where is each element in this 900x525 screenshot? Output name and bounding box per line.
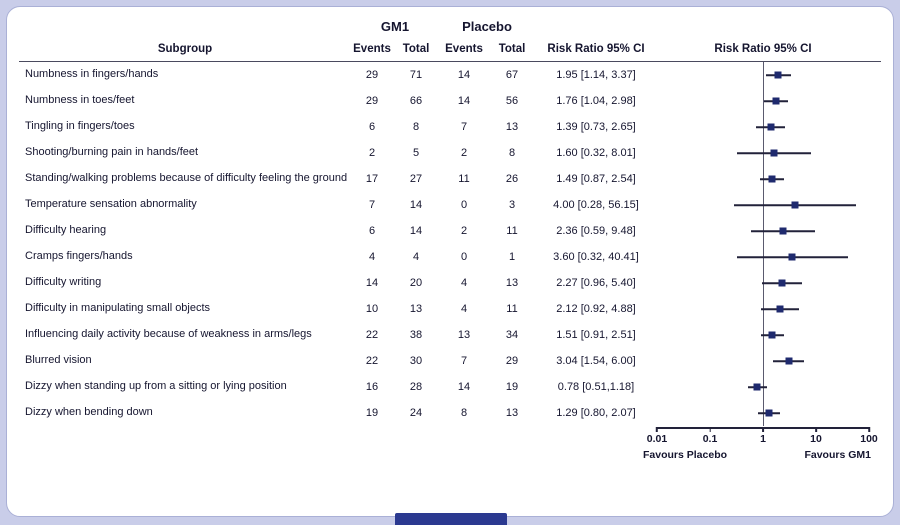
col-header-gm1-events: Events bbox=[353, 43, 391, 55]
table-row bbox=[19, 322, 881, 348]
plot-cell bbox=[657, 270, 869, 296]
plot-cell bbox=[657, 166, 869, 192]
placebo-events-value: 7 bbox=[460, 355, 468, 367]
col-header-placebo-total: Total bbox=[498, 43, 526, 55]
point-marker bbox=[789, 254, 796, 261]
risk-ratio-text-value: 1.60 [0.32, 8.01] bbox=[556, 147, 636, 159]
axis-tick-label: 1 bbox=[760, 433, 766, 445]
risk-ratio-text-value: 3.04 [1.54, 6.00] bbox=[556, 355, 636, 367]
x-axis bbox=[643, 427, 878, 475]
placebo-total-value: 13 bbox=[505, 277, 519, 289]
risk-ratio-text-value: 2.36 [0.59, 9.48] bbox=[556, 225, 636, 237]
placebo-events-value: 14 bbox=[457, 69, 471, 81]
risk-ratio-text-value: 2.12 [0.92, 4.88] bbox=[556, 303, 636, 315]
gm1-events-value: 10 bbox=[365, 303, 379, 315]
risk-ratio-text-value: 1.95 [1.14, 3.37] bbox=[556, 69, 636, 81]
table-row bbox=[19, 296, 881, 322]
axis-tick bbox=[860, 427, 878, 445]
placebo-total-value: 8 bbox=[508, 147, 516, 159]
gm1-total-value: 14 bbox=[409, 199, 423, 211]
table-row bbox=[19, 244, 881, 270]
table-row bbox=[19, 400, 881, 426]
plot-cell bbox=[657, 244, 869, 270]
placebo-events-value: 13 bbox=[457, 329, 471, 341]
gm1-events-value: 6 bbox=[368, 121, 376, 133]
col-header-subgroup: Subgroup bbox=[157, 43, 213, 55]
reference-line bbox=[763, 348, 764, 374]
point-marker bbox=[765, 410, 772, 417]
placebo-events-value: 4 bbox=[460, 277, 468, 289]
subgroup-label: Difficulty hearing bbox=[25, 224, 107, 237]
axis-tick-mark bbox=[656, 427, 658, 432]
point-marker bbox=[770, 150, 777, 157]
gm1-total-value: 27 bbox=[409, 173, 423, 185]
risk-ratio-text-value: 0.78 [0.51,1.18] bbox=[557, 381, 635, 393]
table-row bbox=[19, 218, 881, 244]
placebo-total-value: 11 bbox=[506, 303, 518, 315]
point-marker bbox=[769, 332, 776, 339]
reference-line bbox=[763, 62, 764, 88]
placebo-events-value: 4 bbox=[460, 303, 468, 315]
risk-ratio-text-value: 3.60 [0.32, 40.41] bbox=[553, 251, 639, 263]
gm1-events-value: 29 bbox=[365, 69, 379, 81]
risk-ratio-text-value: 1.76 [1.04, 2.98] bbox=[556, 95, 636, 107]
point-marker bbox=[754, 384, 761, 391]
gm1-total-value: 20 bbox=[409, 277, 423, 289]
gm1-total-value: 14 bbox=[409, 225, 423, 237]
placebo-events-value: 14 bbox=[457, 381, 471, 393]
group-header-gm1: GM1 bbox=[380, 18, 410, 34]
col-header-gm1-total: Total bbox=[402, 43, 430, 55]
axis-tick-label: 0.1 bbox=[702, 433, 718, 445]
subgroup-label: Difficulty in manipulating small objects bbox=[25, 302, 211, 315]
point-marker bbox=[767, 124, 774, 131]
gm1-total-value: 66 bbox=[409, 95, 423, 107]
placebo-total-value: 1 bbox=[508, 251, 516, 263]
risk-ratio-text-value: 2.27 [0.96, 5.40] bbox=[556, 277, 636, 289]
table-row bbox=[19, 192, 881, 218]
risk-ratio-text-value: 1.29 [0.80, 2.07] bbox=[556, 407, 636, 419]
plot-cell bbox=[657, 62, 869, 88]
plot-cell bbox=[657, 140, 869, 166]
table-row bbox=[19, 270, 881, 296]
gm1-total-value: 5 bbox=[412, 147, 420, 159]
favours-placebo-label: Favours Placebo bbox=[643, 449, 728, 461]
placebo-events-value: 0 bbox=[460, 251, 468, 263]
gm1-events-value: 29 bbox=[365, 95, 379, 107]
point-marker bbox=[775, 72, 782, 79]
gm1-events-value: 19 bbox=[365, 407, 379, 419]
axis-tick bbox=[647, 427, 667, 445]
col-header-placebo-events: Events bbox=[445, 43, 483, 55]
axis-tick-mark bbox=[815, 427, 817, 432]
axis-tick-label: 0.01 bbox=[646, 433, 668, 445]
subgroup-label: Numbness in fingers/hands bbox=[25, 68, 159, 81]
axis-tick-mark bbox=[762, 427, 764, 432]
plot-cell bbox=[657, 88, 869, 114]
placebo-total-value: 3 bbox=[508, 199, 516, 211]
subgroup-label: Influencing daily activity because of weakness in arms/legs bbox=[25, 328, 312, 341]
group-header-placebo: Placebo bbox=[462, 18, 512, 34]
table-row bbox=[19, 88, 881, 114]
plot-cell bbox=[657, 322, 869, 348]
placebo-events-value: 14 bbox=[457, 95, 471, 107]
gm1-total-value: 28 bbox=[409, 381, 423, 393]
forest-rows bbox=[19, 62, 881, 426]
placebo-events-value: 0 bbox=[460, 199, 468, 211]
subgroup-label: Difficulty writing bbox=[25, 276, 102, 289]
plot-cell bbox=[657, 296, 869, 322]
placebo-total-value: 13 bbox=[505, 121, 519, 133]
gm1-events-value: 2 bbox=[368, 147, 376, 159]
subgroup-label: Temperature sensation abnormality bbox=[25, 198, 197, 211]
placebo-total-value: 56 bbox=[505, 95, 519, 107]
risk-ratio-text-value: 4.00 [0.28, 56.15] bbox=[553, 199, 639, 211]
point-marker bbox=[785, 358, 792, 365]
subgroup-label: Dizzy when standing up from a sitting or lying position bbox=[25, 380, 287, 393]
axis-tick-label: 10 bbox=[810, 433, 822, 445]
gm1-events-value: 14 bbox=[365, 277, 379, 289]
placebo-events-value: 7 bbox=[460, 121, 468, 133]
table-row bbox=[19, 140, 881, 166]
subgroup-label: Blurred vision bbox=[25, 354, 92, 367]
placebo-total-value: 34 bbox=[505, 329, 519, 341]
point-marker bbox=[773, 98, 780, 105]
gm1-total-value: 30 bbox=[409, 355, 423, 367]
point-marker bbox=[769, 176, 776, 183]
point-marker bbox=[791, 202, 798, 209]
placebo-total-value: 19 bbox=[505, 381, 519, 393]
plot-cell bbox=[657, 400, 869, 426]
placebo-total-value: 13 bbox=[505, 407, 519, 419]
axis-tick-mark bbox=[868, 427, 870, 432]
group-header-row bbox=[19, 15, 881, 37]
risk-ratio-text-value: 1.51 [0.91, 2.51] bbox=[556, 329, 636, 341]
point-marker bbox=[779, 228, 786, 235]
subgroup-label: Shooting/burning pain in hands/feet bbox=[25, 146, 199, 159]
placebo-events-value: 11 bbox=[458, 173, 470, 185]
gm1-events-value: 17 bbox=[365, 173, 379, 185]
favours-gm1-label: Favours GM1 bbox=[804, 449, 871, 461]
gm1-total-value: 38 bbox=[409, 329, 423, 341]
plot-cell bbox=[657, 374, 869, 400]
plot-cell bbox=[657, 114, 869, 140]
placebo-events-value: 8 bbox=[460, 407, 468, 419]
plot-cell bbox=[657, 192, 869, 218]
point-marker bbox=[777, 306, 784, 313]
placebo-total-value: 11 bbox=[506, 225, 518, 237]
risk-ratio-text-value: 1.39 [0.73, 2.65] bbox=[556, 121, 636, 133]
table-row bbox=[19, 166, 881, 192]
plot-cell bbox=[657, 218, 869, 244]
axis-tick bbox=[760, 427, 766, 445]
placebo-total-value: 26 bbox=[505, 173, 519, 185]
gm1-total-value: 4 bbox=[412, 251, 420, 263]
gm1-total-value: 8 bbox=[412, 121, 420, 133]
point-marker bbox=[778, 280, 785, 287]
gm1-total-value: 13 bbox=[409, 303, 423, 315]
subgroup-label: Tingling in fingers/toes bbox=[25, 120, 135, 133]
plot-cell bbox=[657, 348, 869, 374]
axis-tick bbox=[810, 427, 822, 445]
gm1-events-value: 7 bbox=[368, 199, 376, 211]
placebo-events-value: 2 bbox=[460, 225, 468, 237]
col-header-risk-ratio-plot: Risk Ratio 95% CI bbox=[714, 43, 812, 55]
subgroup-label: Standing/walking problems because of difficulty feeling the ground bbox=[25, 172, 348, 185]
axis-tick bbox=[703, 427, 718, 445]
table-row bbox=[19, 374, 881, 400]
risk-ratio-text-value: 1.49 [0.87, 2.54] bbox=[556, 173, 636, 185]
placebo-total-value: 67 bbox=[505, 69, 519, 81]
gm1-total-value: 71 bbox=[409, 69, 423, 81]
subgroup-label: Numbness in toes/feet bbox=[25, 94, 135, 107]
table-row bbox=[19, 114, 881, 140]
gm1-events-value: 6 bbox=[368, 225, 376, 237]
subgroup-label: Cramps fingers/hands bbox=[25, 250, 133, 263]
forest-plot-card bbox=[6, 6, 894, 517]
table-row bbox=[19, 348, 881, 374]
favours-labels bbox=[643, 449, 871, 461]
axis-tick-label: 100 bbox=[860, 433, 878, 445]
axis-row bbox=[19, 427, 881, 475]
placebo-total-value: 29 bbox=[505, 355, 519, 367]
axis-tick-mark bbox=[709, 427, 711, 432]
gm1-total-value: 24 bbox=[409, 407, 423, 419]
placebo-events-value: 2 bbox=[460, 147, 468, 159]
gm1-events-value: 4 bbox=[368, 251, 376, 263]
col-header-risk-ratio-text: Risk Ratio 95% CI bbox=[547, 43, 645, 55]
column-header-row bbox=[19, 37, 881, 62]
gm1-events-value: 16 bbox=[365, 381, 379, 393]
table-row bbox=[19, 62, 881, 88]
gm1-events-value: 22 bbox=[365, 329, 379, 341]
footer-logo-bar bbox=[395, 513, 507, 525]
gm1-events-value: 22 bbox=[365, 355, 379, 367]
subgroup-label: Dizzy when bending down bbox=[25, 406, 153, 419]
